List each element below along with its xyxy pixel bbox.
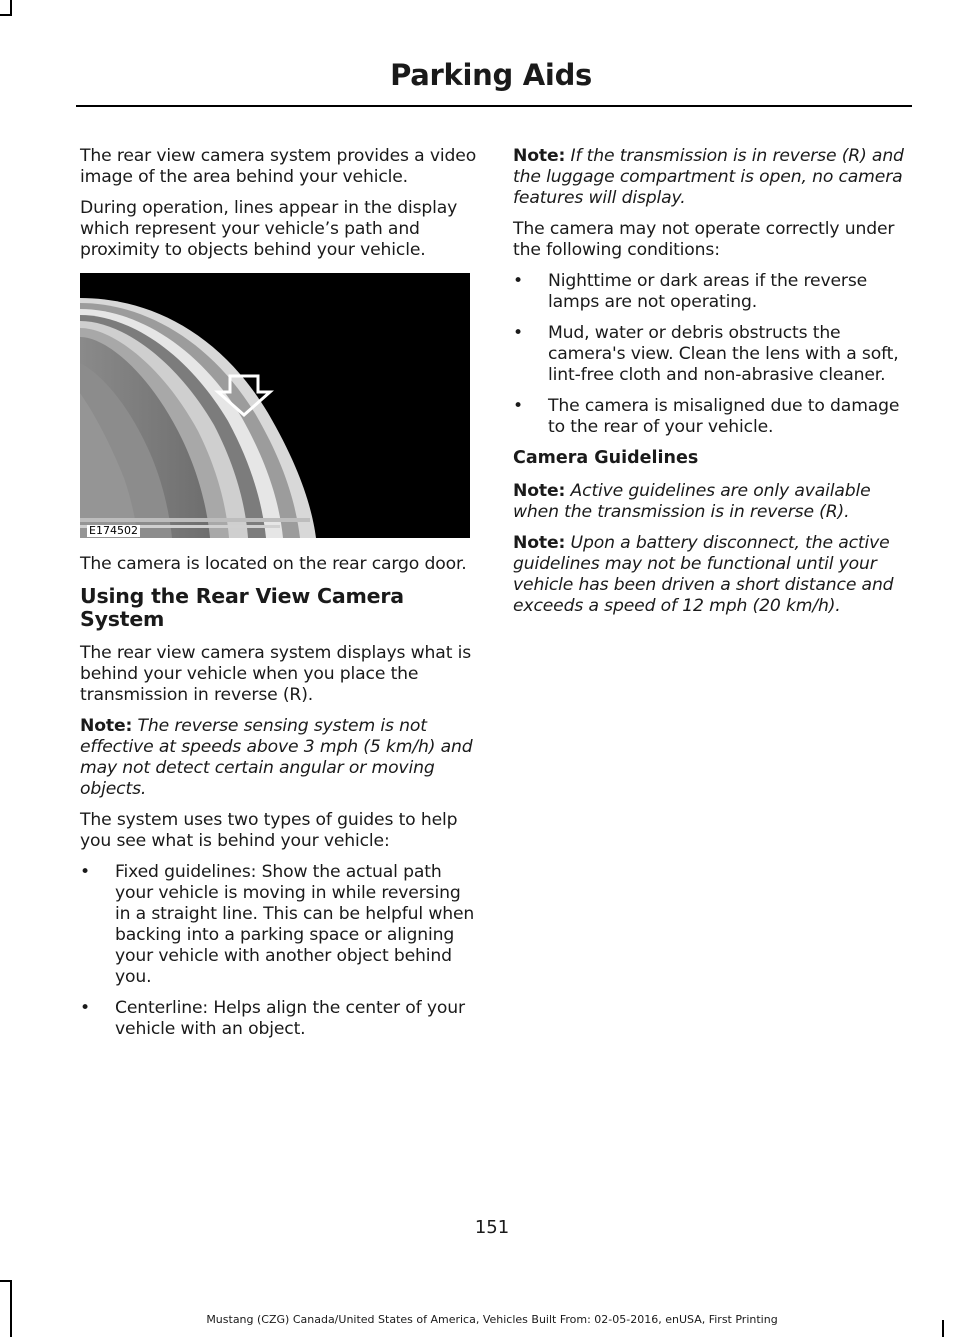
crop-mark [0, 14, 12, 16]
page-number: 151 [474, 1217, 510, 1238]
camera-view-figure [80, 273, 470, 538]
list-item: • The camera is misaligned due to damage to the rear of your vehicle. [513, 396, 900, 437]
note [513, 146, 913, 209]
list-item: • Mud, water or debris obstructs the camera's view. Clean the lens with a soft, lint-free cloth and non-abrasive cleaner. [513, 323, 899, 385]
note-text: If the transmission is in reverse (R) and the luggage compartment is open, no camera features will display. [513, 146, 904, 208]
paragraph: The system uses two types of guides to help you see what is behind your vehicle: [80, 810, 458, 851]
camera-view-image [80, 273, 470, 538]
paragraph: The camera may not operate correctly under the following conditions: [513, 219, 895, 260]
bullet-list [513, 271, 913, 438]
figure-id: E174502 [89, 524, 138, 537]
note [513, 533, 913, 617]
crop-mark [0, 1280, 12, 1282]
paragraph: During operation, lines appear in the display which represent your vehicle’s path and proximity to objects behind your vehicle. [80, 198, 458, 260]
note [80, 716, 480, 800]
right-column [513, 146, 913, 627]
left-column [80, 146, 480, 1050]
bullet-icon: • [513, 323, 523, 343]
section-heading: Using the Rear View Camera System [80, 584, 404, 631]
section-heading: Camera Guidelines [513, 448, 699, 468]
note-label: Note: [513, 481, 566, 501]
list-item: • Fixed guidelines: Show the actual path your vehicle is moving in while reversing in a straight line. This can be helpful when backing into a parking space or aligning your vehicle with another object behind you. [80, 862, 475, 987]
list-item: • Centerline: Helps align the center of your vehicle with an object. [80, 998, 465, 1039]
paragraph: The camera is located on the rear cargo door. [80, 554, 467, 574]
note-text: Upon a battery disconnect, the active guidelines may not be functional until your vehicle has been driven a short distance and exceeds a speed of 12 mph (20 km/h). [513, 533, 894, 616]
bullet-icon: • [513, 396, 523, 416]
note-text: Active guidelines are only available when the transmission is in reverse (R). [513, 481, 871, 522]
crop-mark [10, 1280, 12, 1337]
bullet-list [80, 862, 480, 1040]
note-label: Note: [513, 146, 566, 166]
note [513, 481, 913, 523]
note-text: The reverse sensing system is not effective at speeds above 3 mph (5 km/h) and may not detect certain angular or moving objects. [80, 716, 473, 799]
footer-text: Mustang (CZG) Canada/United States of America, Vehicles Built From: 02-05-2016, enUSA, First Printing [206, 1313, 778, 1326]
note-label: Note: [80, 716, 133, 736]
list-item: • Nighttime or dark areas if the reverse lamps are not operating. [513, 271, 868, 312]
bullet-icon: • [80, 998, 90, 1018]
paragraph: The rear view camera system displays what is behind your vehicle when you place the transmission in reverse (R). [80, 643, 472, 705]
page-title: Parking Aids [390, 58, 592, 92]
bullet-icon: • [80, 862, 90, 882]
header-divider [76, 105, 912, 107]
paragraph: The rear view camera system provides a video image of the area behind your vehicle. [80, 146, 477, 187]
note-label: Note: [513, 533, 566, 553]
bullet-icon: • [513, 271, 523, 291]
